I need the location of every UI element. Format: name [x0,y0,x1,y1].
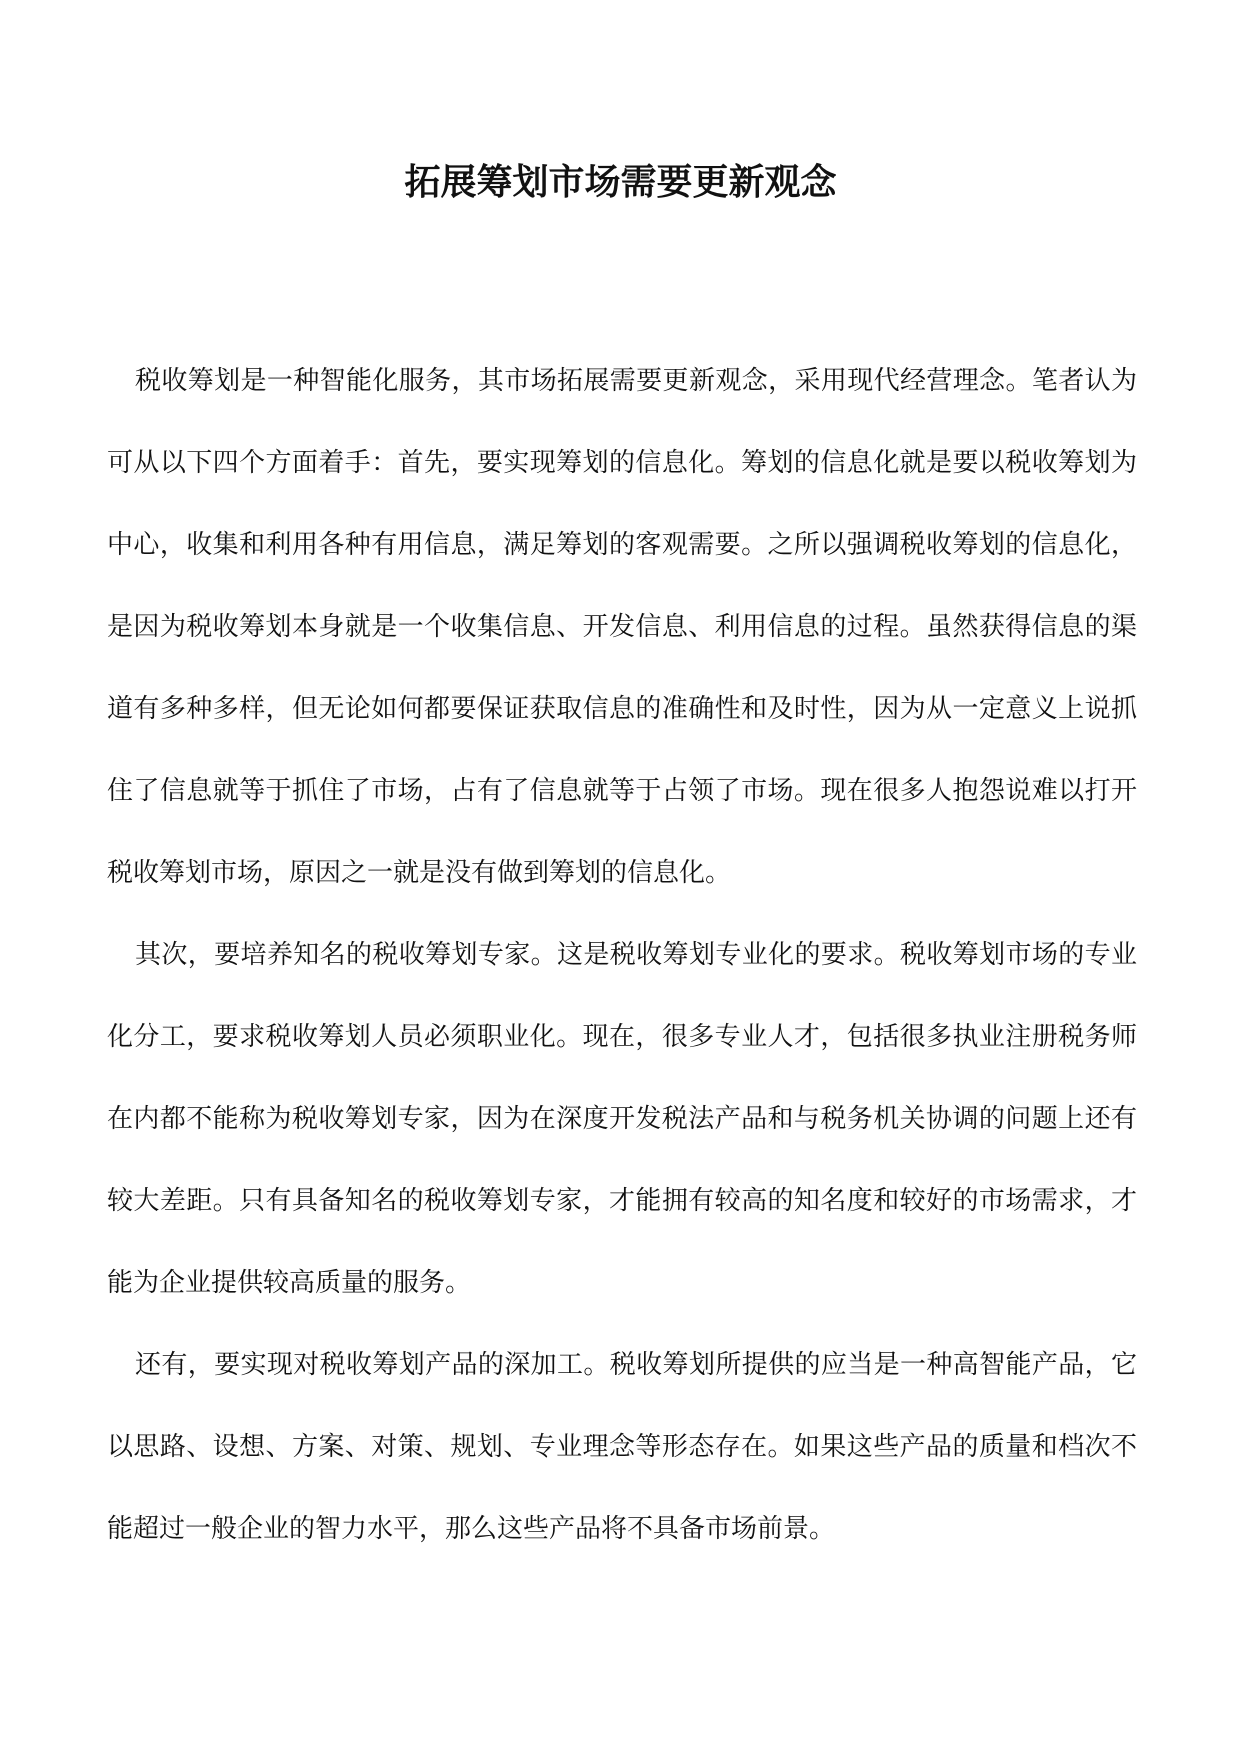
paragraph-3: 还有，要实现对税收筹划产品的深加工。税收筹划所提供的应当是一种高智能产品，它以思路、设想、方案、对策、规划、专业理念等形态存在。如果这些产品的质量和档次不能超过一般企业的智力水平，那么这些产品将不具备市场前景。 [107,1350,1137,1544]
document-title: 拓展筹划市场需要更新观念 [404,161,837,203]
paragraph-2: 其次，要培养知名的税收筹划专家。这是税收筹划专业化的要求。税收筹划市场的专业化分工，要求税收筹划人员必须职业化。现在，很多专业人才，包括很多执业注册税务师在内都不能称为税收筹划专家，因为在深度开发税法产品和与税务机关协调的问题上还有较大差距。只有具备知名的税收筹划专家，才能拥有较高的知名度和较好的市场需求，才能为企业提供较高质量的服务。 [107,940,1137,1298]
document-body [107,340,1137,1570]
paragraph-1: 税收筹划是一种智能化服务，其市场拓展需要更新观念，采用现代经营理念。笔者认为可从以下四个方面着手：首先，要实现筹划的信息化。筹划的信息化就是要以税收筹划为中心，收集和利用各种有用信息，满足筹划的客观需要。之所以强调税收筹划的信息化，是因为税收筹划本身就是一个收集信息、开发信息、利用信息的过程。虽然获得信息的渠道有多种多样，但无论如何都要保证获取信息的准确性和及时性，因为从一定意义上说抓住了信息就等于抓住了市场，占有了信息就等于占领了市场。现在很多人抱怨说难以打开税收筹划市场，原因之一就是没有做到筹划的信息化。 [107,366,1137,888]
